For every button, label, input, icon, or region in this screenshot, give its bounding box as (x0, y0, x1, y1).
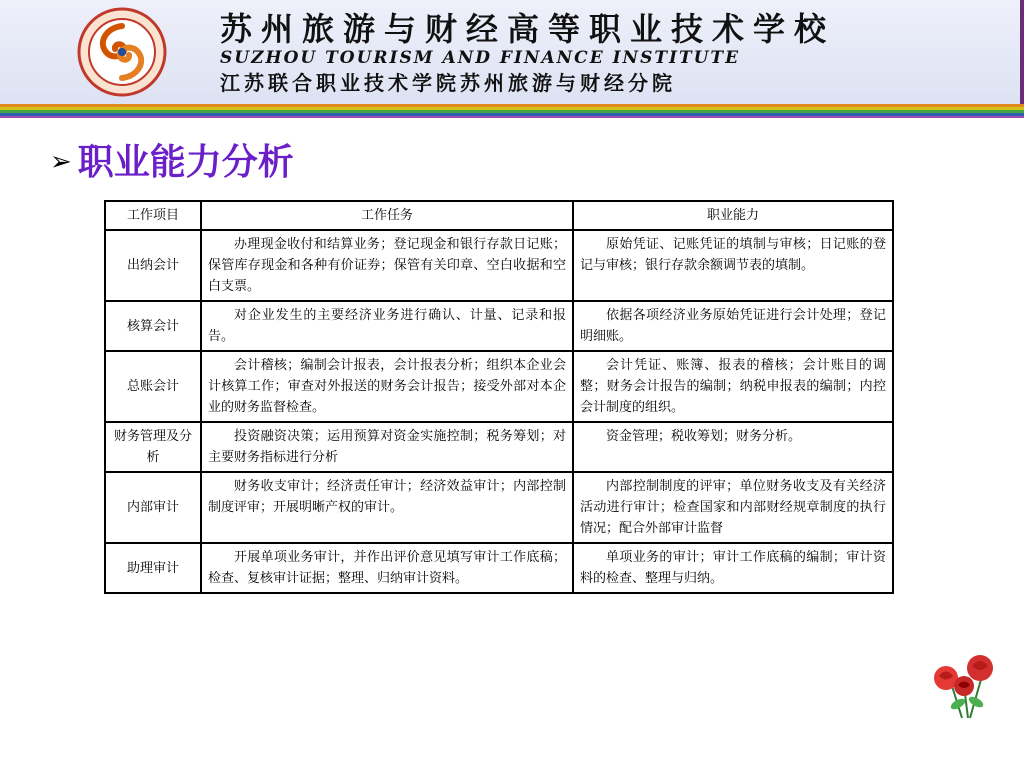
cell-task: 开展单项业务审计，并作出评价意见填写审计工作底稿；检查、复核审计证据；整理、归纳审计资料。 (201, 543, 573, 593)
red-roses-icon (924, 646, 1006, 720)
table-row (105, 351, 893, 422)
school-subtitle: 江苏联合职业技术学院苏州旅游与财经分院 (220, 71, 676, 95)
cell-ability: 单项业务的审计；审计工作底稿的编制；审计资料的检查、整理与归纳。 (573, 543, 893, 593)
cell-ability: 依据各项经济业务原始凭证进行会计处理；登记明细账。 (573, 301, 893, 351)
cell-task: 办理现金收付和结算业务；登记现金和银行存款日记账；保管库存现金和各种有价证券；保管有关印章、空白收据和空白支票。 (201, 230, 573, 301)
table-row (105, 422, 893, 472)
ability-analysis-table (104, 200, 894, 594)
cell-task: 投资融资决策；运用预算对资金实施控制；税务筹划；对主要财务指标进行分析 (201, 422, 573, 472)
cell-task: 会计稽核；编制会计报表，会计报表分析；组织本企业会计核算工作；审查对外报送的财务会计报告；接受外部对本企业的财务监督检查。 (201, 351, 573, 422)
column-header-project: 工作项目 (105, 201, 201, 230)
cell-ability: 资金管理；税收筹划；财务分析。 (573, 422, 893, 472)
cell-project: 内部审计 (105, 472, 201, 543)
table-row (105, 543, 893, 593)
school-seal-icon (68, 6, 176, 98)
table-row (105, 472, 893, 543)
cell-ability: 原始凭证、记账凭证的填制与审核；日记账的登记与审核；银行存款余额调节表的填制。 (573, 230, 893, 301)
column-header-ability: 职业能力 (573, 201, 893, 230)
cell-project: 助理审计 (105, 543, 201, 593)
arrow-bullet-icon: ➢ (50, 147, 72, 177)
table-row (105, 230, 893, 301)
table-header-row (105, 201, 893, 230)
cell-task: 财务收支审计；经济责任审计；经济效益审计；内部控制制度评审；开展明晰产权的审计。 (201, 472, 573, 543)
section-title-text: 职业能力分析 (77, 142, 294, 183)
page-header (0, 0, 1024, 104)
cell-ability: 内部控制制度的评审；单位财务收支及有关经济活动进行审计；检查国家和内部财经规章制度的执行情况；配合外部审计监督 (573, 472, 893, 543)
cell-ability: 会计凭证、账簿、报表的稽核；会计账目的调整；财务会计报告的编制；纳税申报表的编制；内控会计制度的组织。 (573, 351, 893, 422)
section-title (50, 138, 294, 186)
school-name-cn: 苏州旅游与财经高等职业技术学校 (220, 10, 836, 48)
cell-project: 核算会计 (105, 301, 201, 351)
cell-project: 总账会计 (105, 351, 201, 422)
header-divider (0, 116, 1024, 118)
school-name-en: SUZHOU TOURISM AND FINANCE INSTITUTE (220, 48, 741, 68)
cell-project: 财务管理及分析 (105, 422, 201, 472)
column-header-task: 工作任务 (201, 201, 573, 230)
header-edge-bar (1020, 0, 1024, 118)
table-row (105, 301, 893, 351)
cell-task: 对企业发生的主要经济业务进行确认、计量、记录和报告。 (201, 301, 573, 351)
cell-project: 出纳会计 (105, 230, 201, 301)
